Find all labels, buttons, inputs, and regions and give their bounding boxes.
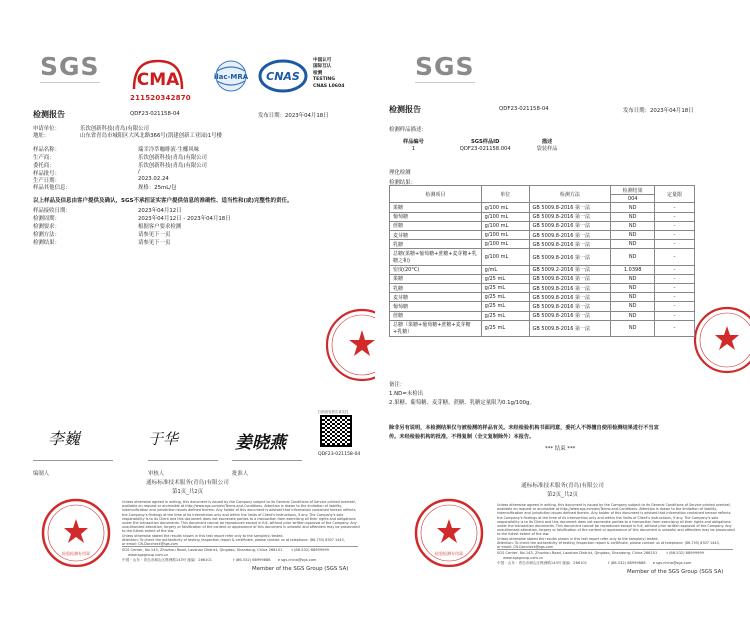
field-label: 样品批号：: [33, 171, 60, 177]
table-cell: g/25 mL: [481, 320, 529, 336]
table-cell: GB 5009.8-2016 第一法: [529, 240, 611, 249]
table-cell: GB 5009.8-2016 第一法: [529, 283, 611, 292]
sgs-logo: SGS: [40, 52, 100, 81]
table-row: [390, 231, 695, 240]
table-header: 定量限: [655, 186, 695, 203]
official-stamp-icon: [322, 300, 375, 390]
table-cell: -: [655, 203, 695, 212]
table-header-row: [397, 138, 563, 145]
table-cell: -: [655, 221, 695, 230]
table-cell: -: [655, 302, 695, 311]
statement-line: 除非另有说明，本检测结果仅与被检测的样品有关。未经检验机构书面同意，委托人不得擅自使用检测结果进行不当宣: [389, 425, 659, 431]
sample-table: [397, 138, 563, 152]
table-cell: 总糖(果糖+葡萄糖+蔗糖+麦芽糖+乳糖之和): [390, 249, 482, 265]
cma-logo-icon: [130, 57, 186, 95]
table-cell: GB 5009.8-2016 第一法: [529, 274, 611, 283]
issue-date: 发布日期：2023年04月18日: [623, 108, 694, 114]
table-row: [390, 302, 695, 311]
ilac-mra-logo-icon: [209, 59, 253, 93]
address-mail: e sgs.china@sgs.com: [277, 558, 317, 562]
member-text: Member of the SGS Group (SGS SA): [252, 566, 349, 572]
signature-line: [148, 460, 218, 461]
field-value: 根据客户要求检测: [138, 224, 182, 230]
table-cell: 密度(20°C): [390, 265, 482, 274]
cnas-logo-icon: [258, 58, 308, 94]
qr-caption: 扫码查验报告真实性: [318, 410, 349, 414]
fine-line: or email: CN.Doccheck@sgs.com: [122, 542, 178, 547]
cnas-line: 中国认可: [313, 58, 332, 63]
table-cell: 葡萄糖: [390, 302, 482, 311]
address-tel: t (86-532) 68999999: [291, 548, 329, 552]
fine-line: Unless otherwise stated the results shown in this test report refer only to the sample(s) tested.: [497, 536, 659, 541]
table-cell: g/25 mL: [481, 283, 529, 292]
field-value: 2023年04月12日: [138, 208, 182, 214]
address-cn: 中国・山东・青岛市崂山区株洲路143号 邮编：266101: [497, 561, 588, 565]
table-row: [390, 221, 695, 230]
footer-address: [497, 551, 737, 566]
table-cell: -: [655, 311, 695, 320]
fine-line: Attention: To check the authenticity of testing /inspection report & certificate, please contact us at telephone: (86-755) 8307 1443,: [122, 537, 345, 542]
field-label: 生产商：: [33, 155, 55, 161]
table-cell: GB 5009.8-2016 第一法: [529, 212, 611, 221]
table-cell: -: [655, 320, 695, 336]
table-header: 检测方法: [529, 186, 611, 203]
table-cell: GB 5009.8-2016 第一法: [529, 302, 611, 311]
table-cell: 1.0398: [611, 265, 655, 274]
address-fax: f (86-532) 68999888: [608, 561, 646, 565]
sgs-logo: SGS: [415, 52, 475, 81]
table-cell: g/100 mL: [481, 240, 529, 249]
table-cell: GB 5009.2-2016 第一法: [529, 265, 611, 274]
table-cell: g/25 mL: [481, 274, 529, 283]
table-cell: GB 5009.8-2016 第一法: [529, 231, 611, 240]
table-header: 样品编号: [403, 139, 424, 145]
table-cell: GB 5009.8-2016 第一法: [529, 221, 611, 230]
table-cell: -: [655, 274, 695, 283]
table-cell: 蔗糖: [390, 221, 482, 230]
address-en: SGS Center, No.143, Zhuzhou Road, Laoshan District, Qingdao, Shandong, China 266101: [497, 551, 658, 555]
company-seal-icon: [30, 497, 122, 567]
table-cell: g/100 mL: [481, 249, 529, 265]
table-cell: -: [655, 231, 695, 240]
table-cell: ND: [611, 203, 655, 212]
svg-text:ilac-MRA: ilac-MRA: [213, 73, 249, 81]
table-cell: 果糖: [390, 274, 482, 283]
member-text: Member of the SGS Group (SGS SA): [627, 569, 724, 575]
fine-line: under the transaction documents. This document cannot be reproduced except in full, without prior written approval of the Company. Any: [122, 521, 357, 526]
table-cell: g/100 mL: [481, 212, 529, 221]
sample-desc-label: 检测样品描述：: [389, 127, 427, 133]
table-row: [390, 293, 695, 302]
report-number: QDF23-021158-04: [499, 106, 549, 112]
table-subheader: 004: [611, 195, 655, 203]
field-value: 乐饮创新科技(青岛)有限公司: [80, 126, 149, 132]
statement-line: 传。未经检验机构的批准，不得复制（全文复制除外）本报告。: [389, 434, 535, 440]
chem-test-label: 理化检测: [389, 170, 411, 176]
company-seal-icon: [403, 497, 495, 567]
signature-line: [33, 460, 113, 461]
table-header: SGS样品ID: [471, 139, 500, 145]
address-mail: e sgs.china@sgs.com: [652, 561, 692, 565]
table-cell: GB 5009.8-2016 第一法: [529, 293, 611, 302]
address-web: www.sgsgroup.com.cn: [503, 556, 544, 560]
table-cell: g/25 mL: [481, 293, 529, 302]
field-label: 申请单位：: [33, 126, 60, 132]
table-cell: -: [655, 240, 695, 249]
table-row: [390, 240, 695, 249]
table-cell: g/mL: [481, 265, 529, 274]
field-value: 乐饮创新科技(青岛)有限公司: [138, 155, 207, 161]
terms-fine-print: [497, 503, 737, 549]
cnas-line: CNAS L0604: [313, 83, 345, 89]
table-row: [390, 320, 695, 336]
table-cell: ND: [611, 302, 655, 311]
table-cell: ND: [611, 240, 655, 249]
report-number: QDF23-021158-04: [130, 111, 180, 117]
table-cell: QDF23-021158.004: [459, 145, 511, 152]
results-table: [389, 185, 695, 337]
table-header-row: [390, 186, 695, 195]
table-header: 检测项目: [390, 186, 482, 203]
table-cell: g/100 mL: [481, 231, 529, 240]
table-row: [390, 265, 695, 274]
approver-signature: 姜晓燕: [235, 433, 286, 453]
table-cell: -: [655, 249, 695, 265]
field-value: 请参见下一页: [138, 240, 171, 246]
fine-line: available on request or accessible at http://www.sgs.com/en/Terms-and-Conditions. Attention is drawn to the limitation of liability,: [122, 504, 343, 509]
fine-line: or email: CN.Doccheck@sgs.com: [497, 545, 553, 550]
svg-text:检验检测专用章: 检验检测专用章: [62, 551, 90, 556]
note-line: 2.果糖、葡萄糖、麦芽糖、蔗糖、乳糖定量限为0.1g/100g。: [389, 400, 535, 406]
field-label: 检测要求：: [33, 224, 60, 230]
table-row: [390, 249, 695, 265]
table-cell: ND: [611, 231, 655, 240]
field-value: 请参见下一页: [138, 232, 171, 238]
field-label: 检测方法：: [33, 232, 60, 238]
table-row: [390, 203, 695, 212]
cma-number: 211520342870: [130, 94, 191, 102]
table-header: 单位: [481, 186, 529, 203]
qr-report-id: QDF23-021158-04: [318, 452, 361, 457]
reviewer-signature: 于华: [148, 430, 179, 448]
table-cell: g/100 mL: [481, 221, 529, 230]
table-cell: ND: [611, 274, 655, 283]
fine-line: unauthorized alteration, forgery or falsification of the content or appearance of this document is unlawful and offenders may be prosecuted: [497, 528, 735, 533]
table-cell: ND: [611, 293, 655, 302]
table-header: 检测结果: [611, 186, 655, 195]
address-tel: t (86-532) 68999999: [666, 551, 704, 555]
address-cn: 中国・山东・青岛市崂山区株洲路143号 邮编：266101: [122, 558, 213, 562]
field-label: 地址：: [33, 133, 50, 139]
svg-text:检验检测专用章: 检验检测专用章: [435, 551, 463, 556]
note-line: 1.ND=未检出: [389, 391, 424, 397]
table-cell: 总糖（果糖+葡萄糖+蔗糖+麦芽糖+乳糖）: [390, 320, 482, 336]
svg-text:CMA: CMA: [136, 70, 180, 90]
field-value: 山东省青岛市城阳区大风北路366号(凯建创新工业园)1号楼: [80, 133, 222, 139]
table-cell: ND: [611, 283, 655, 292]
report-title: 检测报告: [33, 110, 65, 119]
table-header: 描述: [541, 139, 553, 145]
field-label: 检测结果：: [33, 240, 60, 246]
company-name: 通标标准技术服务(青岛)有限公司: [521, 483, 604, 489]
fine-line: responsibility is to its Client and this document does not exonerate parties to a transaction from exercising all their rights and obligations: [497, 519, 731, 524]
field-label: 样品名称：: [33, 147, 60, 153]
table-cell: g/100 mL: [481, 203, 529, 212]
table-cell: 袋装样品: [536, 146, 558, 152]
table-cell: 麦芽糖: [390, 293, 482, 302]
table-row: [390, 212, 695, 221]
field-value: 乐饮创新科技(青岛)有限公司: [138, 163, 207, 169]
fine-line: Unless otherwise agreed in writing, this document is issued by the Company subject to its General Conditions of Service printed overleaf,: [122, 500, 356, 504]
table-cell: GB 5009.8-2016 第一法: [529, 249, 611, 265]
cnas-line: 国际互认: [313, 64, 332, 70]
table-cell: -: [655, 283, 695, 292]
fine-line: Unless otherwise stated the results shown in this test report refer only to the sample(s) tested.: [122, 533, 284, 538]
table-cell: ND: [611, 212, 655, 221]
fine-line: responsibility is to its Client and this document does not exonerate parties to a transaction from exercising all their rights and obligations: [122, 516, 356, 521]
table-cell: 果糖: [390, 203, 482, 212]
cnas-line: 检测: [313, 70, 323, 76]
field-value: 瑞幸冷萃咖啡液·生椰风味: [138, 147, 200, 153]
field-label: 样品接收日期：: [33, 208, 71, 214]
fine-line: under the transaction documents. This document cannot be reproduced except in full, without prior written approval of the Company. Any: [497, 524, 732, 529]
field-value: 规格：25mL/包: [138, 185, 177, 191]
approver-label: 批准人: [232, 471, 249, 477]
table-row: [397, 145, 563, 152]
terms-fine-print: [122, 500, 362, 546]
address-fax: f (86-532) 68999888: [233, 558, 271, 562]
address-en: SGS Center, No.143, Zhuzhou Road, Laoshan District, Qingdao, Shandong, China 266101: [122, 548, 283, 552]
address-web: www.sgsgroup.com.cn: [128, 553, 169, 557]
verification-qr-code: [320, 415, 352, 447]
field-value: 2023年04月12日 - 2023年04月18日: [138, 216, 231, 222]
company-name: 通标标准技术服务(青岛)有限公司: [146, 480, 229, 486]
field-label: 生产日期：: [33, 178, 60, 184]
signature-line: [232, 460, 302, 461]
page-number: 第1页_共2页: [171, 489, 204, 495]
table-cell: GB 5009.8-2016 第一法: [529, 203, 611, 212]
svg-text:CNAS: CNAS: [266, 70, 300, 83]
results-body: [390, 203, 695, 336]
fine-line: to the fullest extent of the law.: [497, 532, 550, 537]
fine-line: to the fullest extent of the law.: [122, 529, 175, 534]
table-cell: 1: [411, 145, 416, 152]
fine-line: the Company's findings at the time of its intervention only and within the limits of Client's instructions, if any. The Company's sole: [122, 512, 344, 517]
table-row: [390, 274, 695, 283]
issue-date: 发布日期：2023年04月18日: [258, 113, 329, 119]
footer-divider: [497, 549, 733, 550]
fine-line: indemnification and jurisdiction issues defined therein. Any holder of this document is advised that information contained hereon reflects: [497, 511, 731, 516]
table-cell: ND: [611, 249, 655, 265]
fine-line: indemnification and jurisdiction issues defined therein. Any holder of this document is advised that information contained hereon reflects: [122, 508, 356, 513]
field-label: 委托商：: [33, 163, 55, 169]
field-label: 检测周期：: [33, 216, 60, 222]
fine-line: unauthorized alteration, forgery or falsification of the content or appearance of this document is unlawful and offenders may be prosecuted: [122, 525, 360, 530]
report-title: 检测报告: [389, 105, 421, 114]
table-cell: -: [655, 293, 695, 302]
table-cell: g/25 mL: [481, 302, 529, 311]
fine-line: Unless otherwise agreed in writing, this document is issued by the Company subject to its General Conditions of Service printed overleaf,: [497, 503, 731, 507]
table-cell: 乳糖: [390, 283, 482, 292]
table-cell: ND: [611, 311, 655, 320]
field-value: /: [138, 169, 140, 175]
field-value: 2023.02.24: [138, 176, 169, 182]
table-row: [390, 311, 695, 320]
editor-label: 编制人: [33, 471, 50, 477]
disclaimer: 以上样品及信息由客户提供及确认，SGS不承担证实客户提供信息的准确性、适当性和(或)完整性的责任。: [33, 198, 293, 204]
end-mark: *** 结束 ***: [545, 446, 576, 452]
reviewer-label: 审核人: [148, 471, 165, 477]
table-cell: ND: [611, 320, 655, 336]
table-cell: 乳糖: [390, 240, 482, 249]
table-cell: -: [655, 212, 695, 221]
table-cell: g/25 mL: [481, 311, 529, 320]
field-label: 样品其他信息：: [33, 185, 71, 191]
table-cell: ND: [611, 221, 655, 230]
fine-line: Attention: To check the authenticity of testing /inspection report & certificate, please contact us at telephone: (86-755) 8307 1443,: [497, 540, 720, 545]
cnas-accreditation-text: [313, 58, 344, 90]
table-cell: -: [655, 265, 695, 274]
testing-seal-icon: [687, 300, 750, 380]
footer-divider: [122, 546, 358, 547]
results-label: 检测结果：: [389, 180, 416, 186]
editor-signature: 李巍: [48, 429, 81, 448]
fine-line: the Company's findings at the time of its intervention only and within the limits of Client's instructions, if any. The Company's sole: [497, 515, 719, 520]
table-cell: 蔗糖: [390, 311, 482, 320]
table-row: [390, 283, 695, 292]
table-cell: GB 5009.8-2016 第一法: [529, 311, 611, 320]
table-cell: 葡萄糖: [390, 212, 482, 221]
footer-address: [122, 548, 362, 563]
table-cell: 麦芽糖: [390, 231, 482, 240]
table-cell: GB 5009.8-2016 第一法: [529, 320, 611, 336]
notes-label: 备注：: [389, 382, 406, 388]
fine-line: available on request or accessible at http://www.sgs.com/en/Terms-and-Conditions. Attention is drawn to the limitation of liability,: [497, 507, 718, 512]
page-number: 第2页_共2页: [546, 492, 579, 498]
cnas-line: TESTING: [313, 77, 336, 83]
